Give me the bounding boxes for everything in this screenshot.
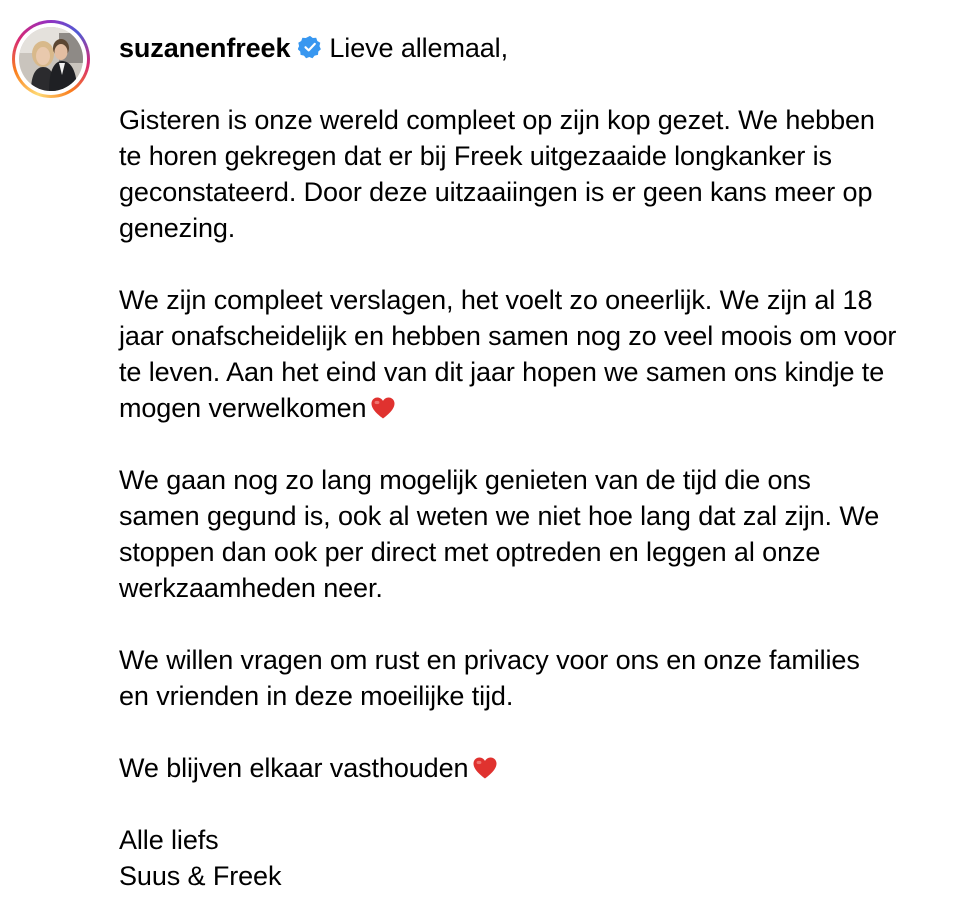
text-line: Alle liefs — [119, 825, 219, 855]
text-line: We gaan nog zo lang mogelijk genieten van de tijd die ons — [119, 465, 811, 495]
red-heart-emoji-icon — [472, 756, 498, 780]
avatar-ring-gap — [15, 23, 87, 95]
paragraph-1 — [119, 102, 964, 246]
text-line: werkzaamheden neer. — [119, 573, 383, 603]
paragraph-5 — [119, 750, 964, 786]
paragraph-3 — [119, 462, 964, 606]
text-line: samen gegund is, ook al weten we niet hoe lang dat zal zijn. We — [119, 501, 880, 531]
text-line: mogen verwelkomen — [119, 393, 367, 423]
avatar[interactable] — [12, 20, 90, 98]
text-line: We willen vragen om rust en privacy voor ons en onze families — [119, 645, 860, 675]
caption-header — [119, 30, 964, 66]
paragraph-spacer — [119, 246, 964, 282]
paragraph-spacer — [119, 714, 964, 750]
paragraph-spacer — [119, 426, 964, 462]
text-line: Gisteren is onze wereld compleet op zijn kop gezet. We hebben — [119, 105, 875, 135]
paragraph-2 — [119, 282, 964, 426]
text-line: en vrienden in deze moeilijke tijd. — [119, 681, 514, 711]
text-line: te horen gekregen dat er bij Freek uitgezaaide longkanker is — [119, 141, 832, 171]
paragraph-spacer — [119, 66, 964, 102]
text-line: stoppen dan ook per direct met optreden en leggen al onze — [119, 537, 821, 567]
text-line: jaar onafscheidelijk en hebben samen nog zo veel moois om voor — [119, 321, 897, 351]
caption-greeting: Lieve allemaal, — [329, 33, 508, 63]
profile-photo — [19, 27, 83, 91]
paragraph-spacer — [119, 606, 964, 642]
verified-badge-icon — [298, 35, 322, 59]
text-line: te leven. Aan het eind van dit jaar hopen we samen ons kindje te — [119, 357, 885, 387]
text-line-with-emoji — [119, 390, 964, 426]
text-line: genezing. — [119, 213, 236, 243]
username-link[interactable]: suzanenfreek — [119, 33, 291, 63]
text-line: We zijn compleet verslagen, het voelt zo oneerlijk. We zijn al 18 — [119, 285, 873, 315]
red-heart-emoji-icon — [370, 396, 396, 420]
text-line: We blijven elkaar vasthouden — [119, 753, 469, 783]
sign-off — [119, 822, 964, 894]
text-line: geconstateerd. Door deze uitzaaiingen is er geen kans meer op — [119, 177, 873, 207]
paragraph-spacer — [119, 786, 964, 822]
text-line: Suus & Freek — [119, 861, 282, 891]
caption — [119, 30, 964, 894]
paragraph-4 — [119, 642, 964, 714]
